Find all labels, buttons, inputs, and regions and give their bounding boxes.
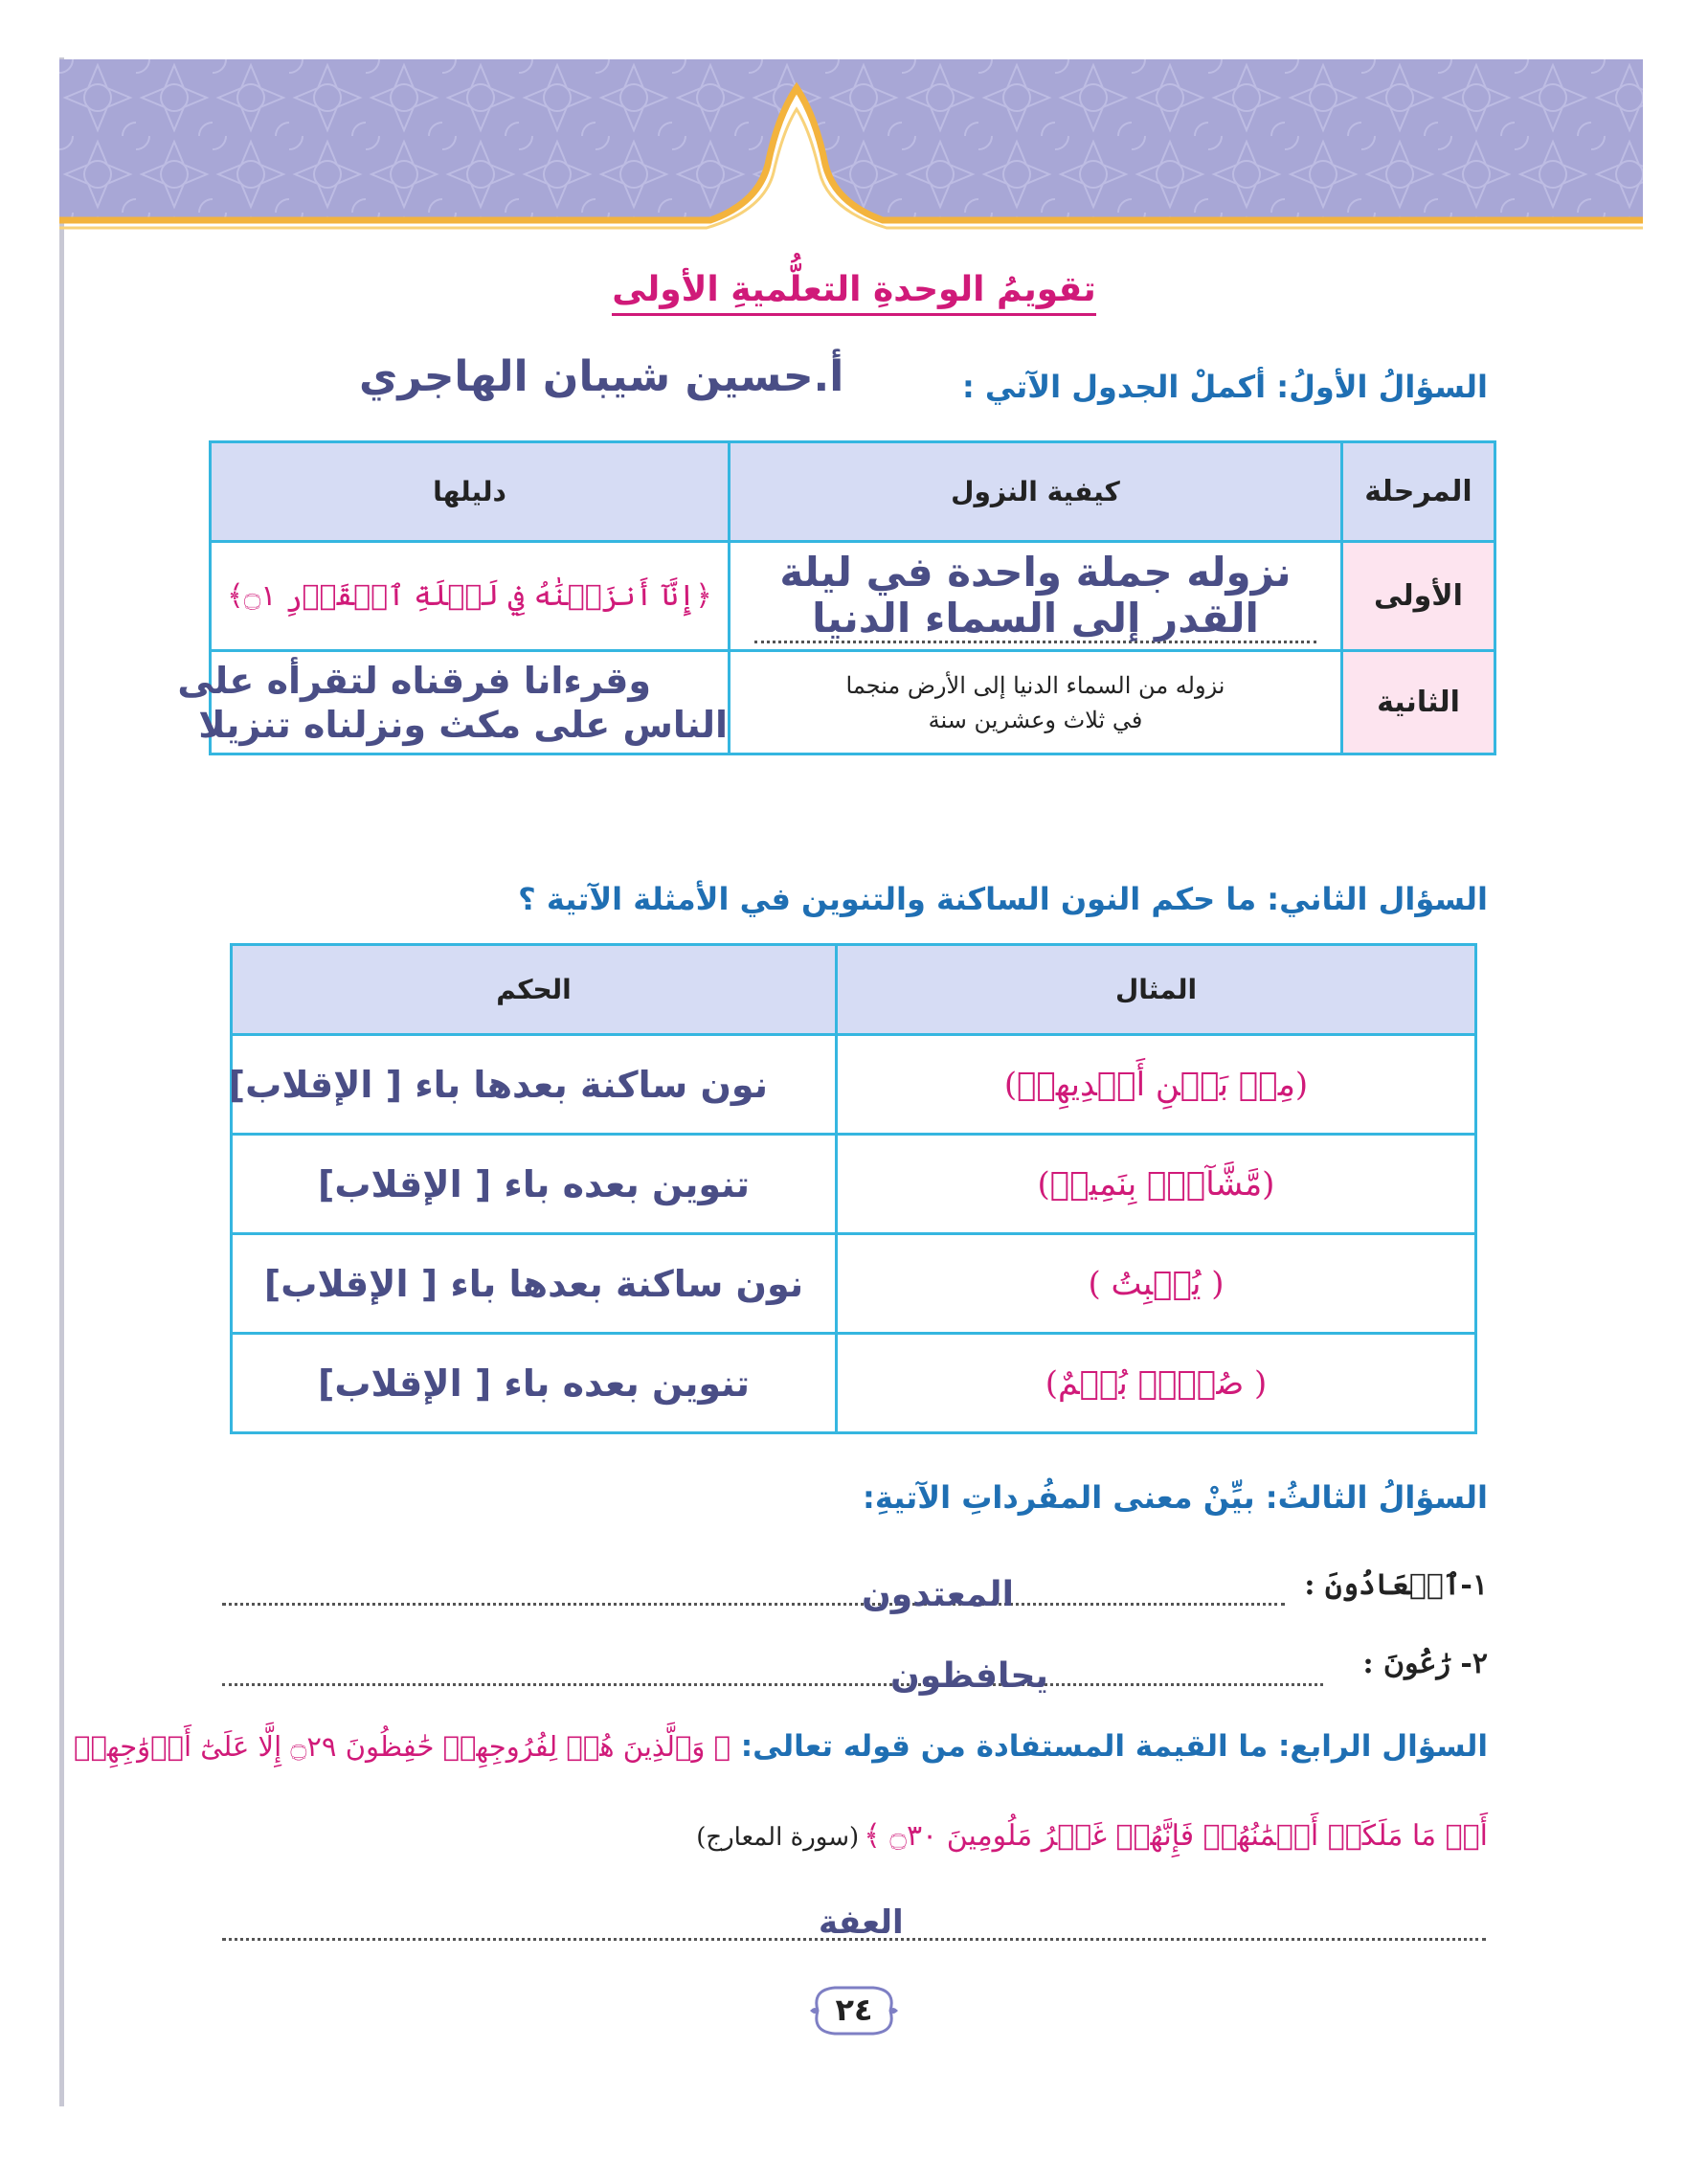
rule-1: نون ساكنة بعدها باء [ الإقلاب] <box>232 1035 837 1135</box>
how-first-line-1: نزوله جملة واحدة في ليلة <box>779 549 1292 596</box>
unit-title-text: تقويمُ الوحدةِ التعلُّميةِ الأولى <box>612 270 1095 316</box>
stage-second: الثانية <box>1342 651 1495 754</box>
how-second-cell <box>730 651 1342 754</box>
q4-verse-line-1: ﴿ وَٱلَّذِينَ هُمۡ لِفُرُوجِهِمۡ حَٰفِظُونَ ۝٢٩ إِلَّا عَلَىٰٓ أَزۡوَٰجِهِمۡ <box>74 1730 730 1763</box>
q4-source: (سورة المعارج) <box>696 1823 860 1852</box>
q4-answer: العفة <box>819 1903 904 1942</box>
rule-2: تنوين بعده باء [ الإقلاب] <box>232 1135 837 1234</box>
header-example: المثال <box>837 945 1476 1035</box>
question-2-prompt: السؤال الثاني: ما حكم النون الساكنة والتنوين في الأمثلة الآتية ؟ <box>518 881 1488 917</box>
teacher-name: أ.حسين شيبان الهاجري <box>359 352 844 401</box>
how-second-line-2: في ثلاث وعشرين سنة <box>928 706 1143 733</box>
question-1-prompt: السؤالُ الأولُ: أكملْ الجدول الآتي : <box>961 369 1488 405</box>
example-2: (مَّشَّآءِۭ بِنَمِيمٖ) <box>837 1135 1476 1234</box>
how-second-line-1: نزوله من السماء الدنيا إلى الأرض منجما <box>845 671 1225 699</box>
q3-item-1-label: ١-ٱلۡعَادُونَ : <box>1304 1568 1488 1602</box>
q3-item-1-line <box>222 1591 1285 1606</box>
how-first-cell <box>730 542 1342 651</box>
evidence-second-line-1: وقرءانا فرقناه لتقرأه على <box>177 659 651 702</box>
question-3-prompt: السؤالُ الثالثُ: بيِّنْ معنى المفُرداتِ الآتيةِ: <box>863 1479 1488 1516</box>
header-stage: المرحلة <box>1342 442 1495 542</box>
page-edge-rule <box>59 57 64 2106</box>
question-4-line-2 <box>696 1819 1488 1853</box>
evidence-first-verse: ﴿إِنَّآ أَنزَلۡنَٰهُ فِي لَيۡلَةِ ٱلۡقَدۡرِ ۝١﴾ <box>211 542 730 651</box>
q4-verse-line-2: أَوۡ مَا مَلَكَتۡ أَيۡمَٰنُهُمۡ فَإِنَّهُمۡ غَيۡرُ مَلُومِينَ ۝٣٠ ﴾ <box>864 1819 1488 1853</box>
stage-first: الأولى <box>1342 542 1495 651</box>
page-number: ٢٤ <box>835 1992 873 2028</box>
example-4: ( صُمُّۢ بُكۡمٌ) <box>837 1334 1476 1433</box>
question-4-prompt: السؤال الرابع: ما القيمة المستفادة من قوله تعالى: <box>740 1729 1488 1764</box>
header-how: كيفية النزول <box>730 442 1342 542</box>
evidence-second-cell <box>177 651 730 754</box>
q3-item-2-label: ٢- رَٰعُونَ : <box>1362 1647 1488 1680</box>
q3-item-2-answer: يحافظون <box>890 1656 1048 1696</box>
decorative-header-banner <box>59 59 1643 270</box>
unit-title <box>0 270 1708 309</box>
header-evidence: دليلها <box>211 442 730 542</box>
evidence-second-line-2: الناس على مكث ونزلناه تنزيلا <box>198 703 728 746</box>
question-2-table <box>230 943 1477 1434</box>
example-1: (مِنۢ بَيۡنِ أَيۡدِيهِمۡ) <box>837 1035 1476 1135</box>
example-3: ( يُنۢبِتُ ) <box>837 1234 1476 1334</box>
question-1-table <box>177 440 1496 755</box>
q3-item-2-line <box>222 1672 1323 1686</box>
rule-4: تنوين بعده باء [ الإقلاب] <box>232 1334 837 1433</box>
how-first-line-2: القدر إلى السماء الدنيا <box>754 597 1316 643</box>
question-4-line-1 <box>74 1729 1488 1764</box>
header-rule: الحكم <box>232 945 837 1035</box>
rule-3: نون ساكنة بعدها باء [ الإقلاب] <box>232 1234 837 1334</box>
q3-item-1-answer: المعتدون <box>862 1575 1014 1614</box>
